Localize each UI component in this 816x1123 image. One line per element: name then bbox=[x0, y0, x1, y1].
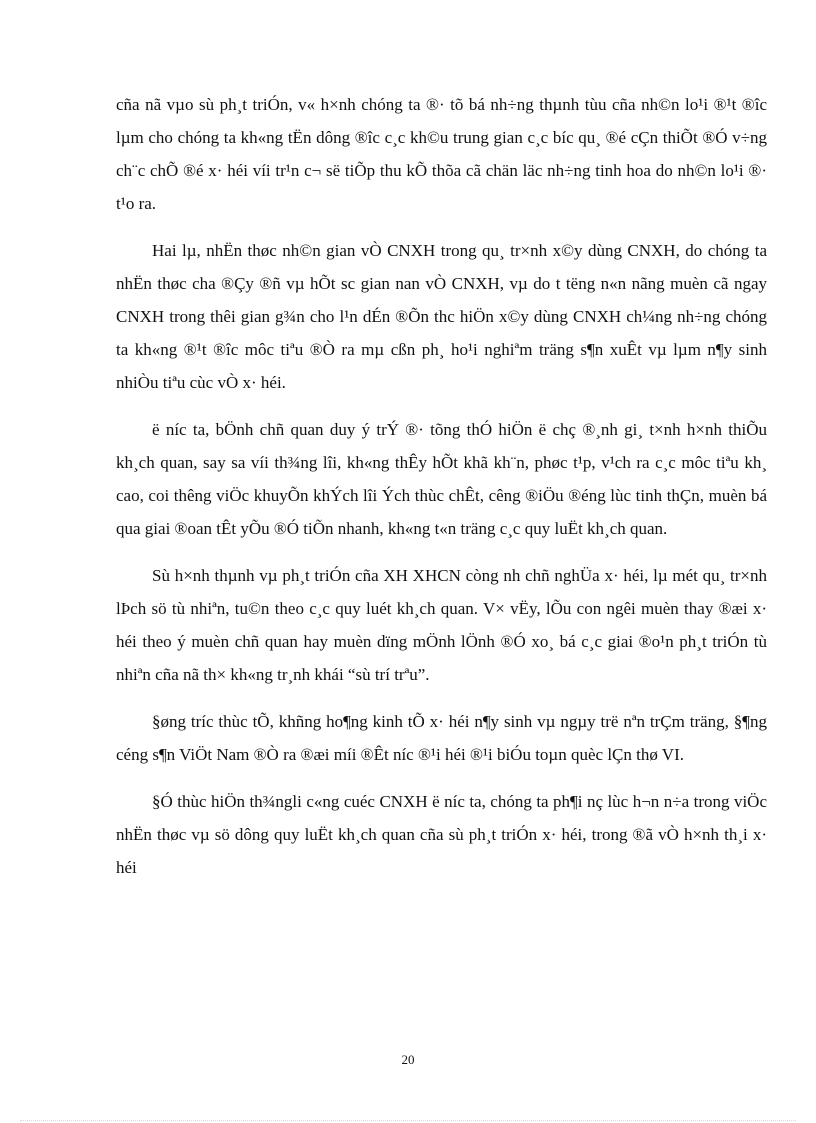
paragraph-3: ë níc ta, bÖnh chñ quan duy ý trÝ ®· tõng thÓ hiÖn ë chç ®¸nh gi¸ t×nh h×nh thiÕu kh¸ch quan, say sa víi th¾ng lîi, kh«ng thÊy hÕt khã kh¨n, phøc t¹p, v¹ch ra c¸c môc tiªu kh¸ cao, coi thêng viÖc khuyÕn khÝch lîi Ých thùc chÊt, cêng ®iÖu ®éng lùc tinh thÇn, muèn bá qua giai ®oan tÊt yÕu ®Ó tiÕn nhanh, kh«ng t«n träng c¸c quy luËt kh¸ch quan. bbox=[116, 420, 767, 538]
page-body bbox=[116, 88, 767, 898]
paragraph-1: cña nã vµo sù ph¸t triÓn, v« h×nh chóng ta ®· tõ bá nh÷ng thµnh tùu cña nh©n lo¹i ®¹t ®îc lµm cho chóng ta kh«ng tËn dông ®îc c¸c kh©u trung gian c¸c bíc qu¸ ®é cÇn thiÕt ®Ó v÷ng ch¨c chÕ ®é x· héi víi tr¹n c¬ së tiÕp thu kÕ thõa cã chän läc nh÷ng tinh hoa do nh©n lo¹i ®· t¹o ra. bbox=[116, 95, 767, 213]
paragraph-5: §øng tríc thùc tÕ, khñng ho¶ng kinh tÕ x· héi n¶y sinh vµ ngµy trë nªn trÇm träng, §¶ng céng s¶n ViÖt Nam ®Ò ra ®æi míi ®Êt níc ®¹i héi ®¹i biÓu toµn quèc lÇn thø VI. bbox=[116, 712, 767, 764]
paragraph-2: Hai lµ, nhËn thøc nh©n gian vÒ CNXH trong qu¸ tr×nh x©y dùng CNXH, do chóng ta nhËn thøc cha ®Çy ®ñ vµ hÕt sc gian nan vÒ CNXH, vµ do t tëng n«n nãng muèn cã ngay CNXH trong thêi gian g¾n cho l¹n dÉn ®Õn thc hiÖn x©y dùng CNXH ch¼ng nh÷ng chóng ta kh«ng ®¹t ®îc môc tiªu ®Ò ra mµ cßn ph¸ ho¹i nghiªm träng s¶n xuÊt vµ lµm n¶y sinh nhiÒu tiªu cùc vÒ x· héi. bbox=[116, 241, 767, 392]
page-number: 20 bbox=[401, 1052, 415, 1067]
paragraph-4: Sù h×nh thµnh vµ ph¸t triÓn cña XH XHCN còng nh chñ nghÜa x· héi, lµ mét qu¸ tr×nh lÞch sö tù nhiªn, tu©n theo c¸c quy luét kh¸ch quan. V× vËy, lÕu con ngêi muèn thay ®æi x· héi theo ý muèn chñ quan hay muèn dïng mÖnh lÖnh ®Ó xo¸ bá c¸c giai ®o¹n ph¸t triÓn tù nhiªn cña nã th× kh«ng tr¸nh khái “sù trí trªu”. bbox=[116, 566, 767, 684]
paragraph-6: §Ó thùc hiÖn th¾ngli c«ng cuéc CNXH ë níc ta, chóng ta ph¶i nç lùc h¬n n÷a trong viÖc nhËn thøc vµ sö dông quy luËt kh¸ch quan cña sù ph¸t triÓn x· héi, trong ®ã vÒ h×nh th¸i x· héi bbox=[116, 792, 767, 877]
page-bottom-divider bbox=[20, 1120, 796, 1121]
